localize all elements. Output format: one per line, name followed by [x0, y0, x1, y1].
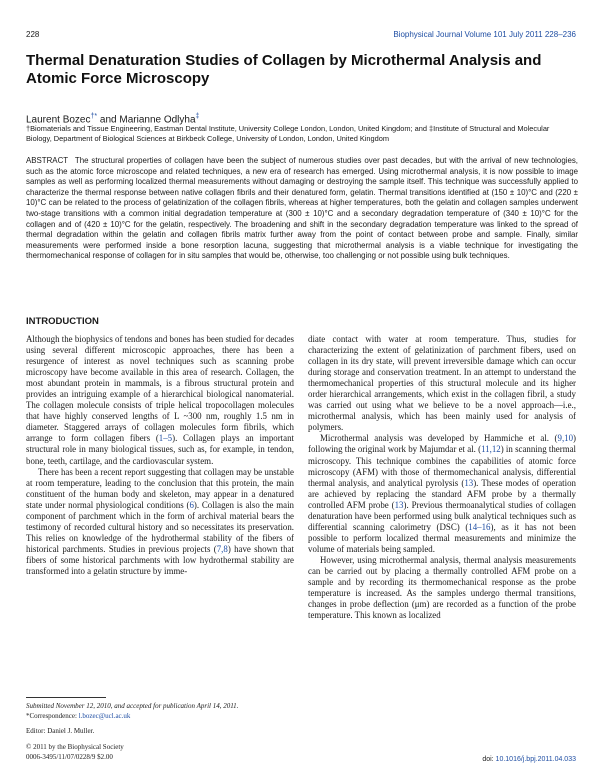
body-column-left [26, 334, 294, 577]
intro-paragraph-1 [26, 334, 294, 467]
correspondence-email-link[interactable]: l.bozec@ucl.ac.uk [78, 712, 131, 720]
doi-label: doi: [482, 756, 496, 763]
abstract-label: ABSTRACT [26, 156, 69, 165]
citation-link[interactable]: 9,10 [557, 433, 574, 444]
author-conjunction: and [97, 114, 120, 126]
article-title: Thermal Denaturation Studies of Collagen by Microthermal Analysis and Atomic Force Microscopy [26, 52, 542, 87]
text-run: ). Collagen plays an important structural role in many biological tissues, such as, for example, in tendon, bone, teeth, cartilage, and the cardiovascular system. [26, 433, 294, 466]
intro-paragraph-2 [26, 467, 294, 577]
author-odlyha-marks[interactable]: ‡ [195, 113, 200, 120]
text-run: ) have shown that fibers of some historical parchments with low hydrothermal stability are transformed into a gelatin structure by imme- [26, 543, 294, 576]
text-run: ). Previous thermoanalytical studies of collagen denaturation have been performed using bulk analytical techniques such as differential scanning calorimetry (DSC) ( [308, 499, 576, 532]
citation-link[interactable]: 1–5 [158, 433, 173, 444]
text-run: ). These modes of operation are achieved by replacing the standard AFM probe by a thermally controlled AFM probe ( [308, 477, 576, 510]
citation-link[interactable]: 11,12 [481, 444, 501, 455]
footnote-editor: Editor: Daniel J. Muller. [26, 727, 95, 735]
page-number: 228 [26, 30, 40, 39]
text-run: ) following the original work by Majumdar et al. ( [308, 433, 576, 455]
author-bozec: Laurent Bozec [26, 114, 91, 126]
footnote-submitted: Submitted November 12, 2010, and accepted for publication April 14, 2011. [26, 702, 239, 710]
intro-paragraph-3: diate contact with water at room temperature. Thus, studies for characterizing the extent of gelatinization of parchment fibers, used on collagen in its dry state, will prevent irreversible damage which can occur during storage and conservation treatment. In an attempt to understand the thermomechanical properties of this structural molecule and its higher order hierarchical arrangements, which exist in the collagen fibril, a study was carried out using what we believe to be a novel approach—i.e., microthermal analysis, which has been mainly used for analysis of polymers. [308, 334, 576, 433]
text-run: There has been a recent report suggesting that collagen may be unstable at room temperature, leading to the conclusion that this protein, the main constituent of the human body and skeleton, may appear in a denatured state under normal physiological conditions ( [26, 466, 294, 510]
text-run: Although the biophysics of tendons and bones has been studied for decades using several different microscopic approaches, there has been a resurgence of interest as novel techniques such as scanning probe microscopy have become available in this area of research. Collagen, the most abundant protein in mammals, is a fibrous structural protein and provides an intriguing example of a hierarchical biological nanomaterial. The collagen molecule consists of triple helical tropocollagen molecules that have highly conserved lengths of L ~300 nm, roughly 1.5 nm in diameter. Staggered arrays of collagen molecules form fibrils, which arrange to form collagen fibers ( [26, 334, 294, 444]
text-run: ). Collagen is also the main component of parchment which in the form of archival material bears the testimony of recorded cultural history and so necessitates its preservation. This relies on knowledge of the hydrothermal stability of the fibers of historical parchments. Studies in previous projects ( [26, 499, 294, 554]
affiliations: †Biomaterials and Tissue Engineering, Eastman Dental Institute, University College London, London, United Kingdom; and ‡Institute of Structural and Molecular Biology, Department of Biological Sciences at Birkbeck College, University of London, London, United Kingdom [26, 124, 550, 143]
intro-paragraph-4 [308, 433, 576, 555]
citation-link[interactable]: 14–16 [468, 521, 491, 532]
abstract-text: The structural properties of collagen have been the subject of numerous studies over past decades, but with the arrival of new technologies, such as the atomic force microscope and related techniques, a new era of research has emerged. Using microthermal analysis, it is now possible to image samples as well as performing localized thermal measurements without damaging or destroying the sample itself. This technique was successfully applied to characterize the thermal response between native collagen fibrils and their denatured form, gelatin. Thermal transitions identified at (150 ± 10)°C and (220 ± 10)°C can be related to the process of gelatinization of the collagen fibrils, whereas at higher temperatures, both the gelatin and collagen samples underwent two-stage transitions with a common initial degradation temperature at (300 ± 10)°C and a secondary degradation temperature of (340 ± 10)°C for the collagen and of (420 ± 10)°C for the gelatin, respectively. The broadening and shift in the secondary degradation temperature was linked to the spread of thermal degradation within the gelatin and collagen fibrils matrix further away from the point of contact between probe and sample. Finally, similar measurements were performed inside a bone resorption lacuna, suggesting that microthermal analysis is a viable technique for investigating the thermomechanical response of collagen for in situ samples that would be, otherwise, too challenging or not possible using bulk techniques. [26, 156, 578, 261]
intro-paragraph-5: However, using microthermal analysis, thermal analysis measurements can be carried out by placing a thermally controlled AFM probe on a sample and by recording its thermomechanical response as the probe temperature is increased. As the samples undergo thermal transitions, changes in probe deflection (μm) are recorded as a function of the probe temperature. This known as localized [308, 554, 576, 621]
doi [482, 756, 576, 763]
footnote-copyright: © 2011 by the Biophysical Society [26, 743, 124, 751]
footnote-issn: 0006-3495/11/07/0228/9 $2.00 [26, 753, 113, 761]
journal-header [393, 30, 576, 39]
text-run: ), as it has not been possible to perform localized thermal measurements and minimize the volume of materials being sampled. [308, 521, 576, 554]
abstract [26, 156, 578, 262]
citation-link[interactable]: 7,8 [216, 543, 228, 554]
citation-link[interactable]: 13 [464, 477, 474, 488]
citation-link[interactable]: 13 [394, 499, 404, 510]
journal-line[interactable]: Biophysical Journal Volume 101 July 2011 228–236 [393, 30, 576, 39]
author-bozec-marks[interactable]: †* [90, 113, 98, 120]
doi-link[interactable]: 10.1016/j.bpj.2011.04.033 [495, 756, 576, 763]
correspondence-label: *Correspondence: [26, 712, 79, 720]
footnote-rule [26, 697, 106, 698]
section-heading-introduction: INTRODUCTION [26, 316, 99, 327]
author-odlyha: Marianne Odlyha [119, 114, 196, 126]
footnote-correspondence [26, 712, 306, 721]
text-run: Microthermal analysis was developed by Hammiche et al. ( [320, 433, 558, 444]
text-run: ) in scanning thermal microscopy. This technique combines the capabilities of atomic force microscopy (AFM) with those of thermomechanical analysis, differential thermal analysis, and analytical pyrolysis ( [308, 444, 576, 488]
citation-link[interactable]: 6 [189, 499, 194, 510]
body-column-right [308, 334, 576, 621]
